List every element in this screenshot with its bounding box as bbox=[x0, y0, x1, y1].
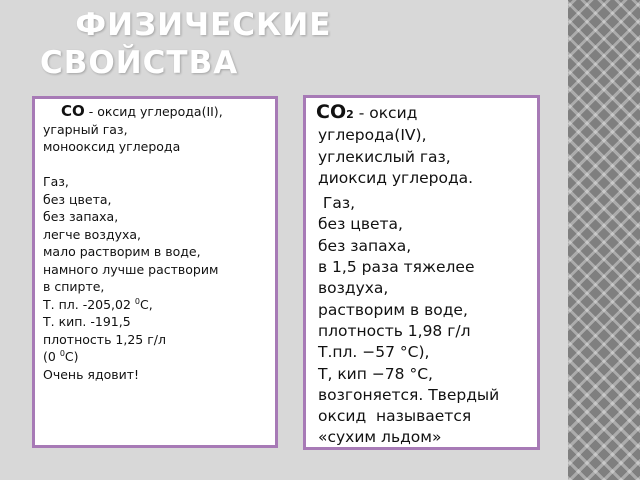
co-formula: CO bbox=[61, 102, 85, 120]
co2-prop: плотность 1,98 г/л bbox=[318, 321, 471, 340]
co-line1: - оксид углерода(II), bbox=[84, 104, 223, 119]
co2-intro-line: углекислый газ, bbox=[318, 147, 451, 166]
co2-prop: без цвета, bbox=[318, 215, 403, 234]
co-prop: легче воздуха, bbox=[43, 226, 142, 242]
co2-formula-sub: 2 bbox=[346, 108, 354, 121]
co2-properties-card bbox=[303, 95, 540, 450]
co-prop: без запаха, bbox=[43, 209, 119, 224]
co2-formula bbox=[316, 101, 354, 123]
co2-line1: - оксид bbox=[353, 104, 418, 122]
co-boiling-point: Т. кип. -191,5 bbox=[43, 314, 131, 329]
co2-formula-main: CO bbox=[316, 101, 347, 123]
co2-prop: растворим в воде, bbox=[318, 300, 468, 319]
co2-intro-line: диоксид углерода. bbox=[318, 168, 474, 187]
co-properties-card bbox=[32, 96, 278, 448]
decorative-pattern-stripe bbox=[568, 0, 640, 480]
co-warning: Очень ядовит! bbox=[43, 366, 140, 382]
title-line-1: ФИЗИЧЕСКИЕ bbox=[40, 7, 332, 43]
co2-prop: Т.пл. −57 °C), bbox=[318, 343, 430, 362]
co-cond-text: (0 bbox=[43, 349, 60, 364]
co2-prop: «сухим льдом» bbox=[318, 428, 442, 447]
co-prop: Газ, bbox=[43, 174, 69, 189]
co2-prop: воздуха, bbox=[318, 279, 389, 298]
co2-prop: Газ, bbox=[318, 194, 356, 213]
co-prop: намного лучше растворим bbox=[43, 261, 219, 277]
co2-prop: в 1,5 раза тяжелее bbox=[318, 258, 475, 277]
co-cond-degree: 0 bbox=[59, 348, 65, 358]
co2-intro-line: углерода(IV), bbox=[318, 126, 427, 145]
co-density: плотность 1,25 г/л bbox=[43, 331, 166, 347]
co-prop: мало растворим в воде, bbox=[43, 244, 201, 259]
co2-prop: без запаха, bbox=[318, 236, 412, 255]
co-line2: угарный газ, bbox=[43, 121, 128, 137]
co-melt-degree: 0 bbox=[134, 296, 141, 306]
co-line3: монооксид углерода bbox=[43, 139, 181, 154]
co-cond-unit: С) bbox=[64, 349, 79, 364]
co2-prop: возгоняется. Твердый bbox=[318, 385, 500, 404]
co-melting-point bbox=[43, 297, 153, 312]
co2-prop: оксид называется bbox=[318, 407, 472, 426]
co2-prop: Т, кип −78 °C, bbox=[318, 364, 433, 383]
co-density-condition bbox=[43, 349, 79, 364]
slide-title bbox=[40, 6, 331, 82]
co-prop: в спирте, bbox=[43, 279, 105, 294]
co-melt-text: Т. пл. -205,02 bbox=[43, 296, 135, 312]
co-prop: без цвета, bbox=[43, 191, 112, 207]
co-melt-unit: С, bbox=[140, 296, 153, 312]
title-line-2: СВОЙСТВА bbox=[40, 45, 239, 81]
